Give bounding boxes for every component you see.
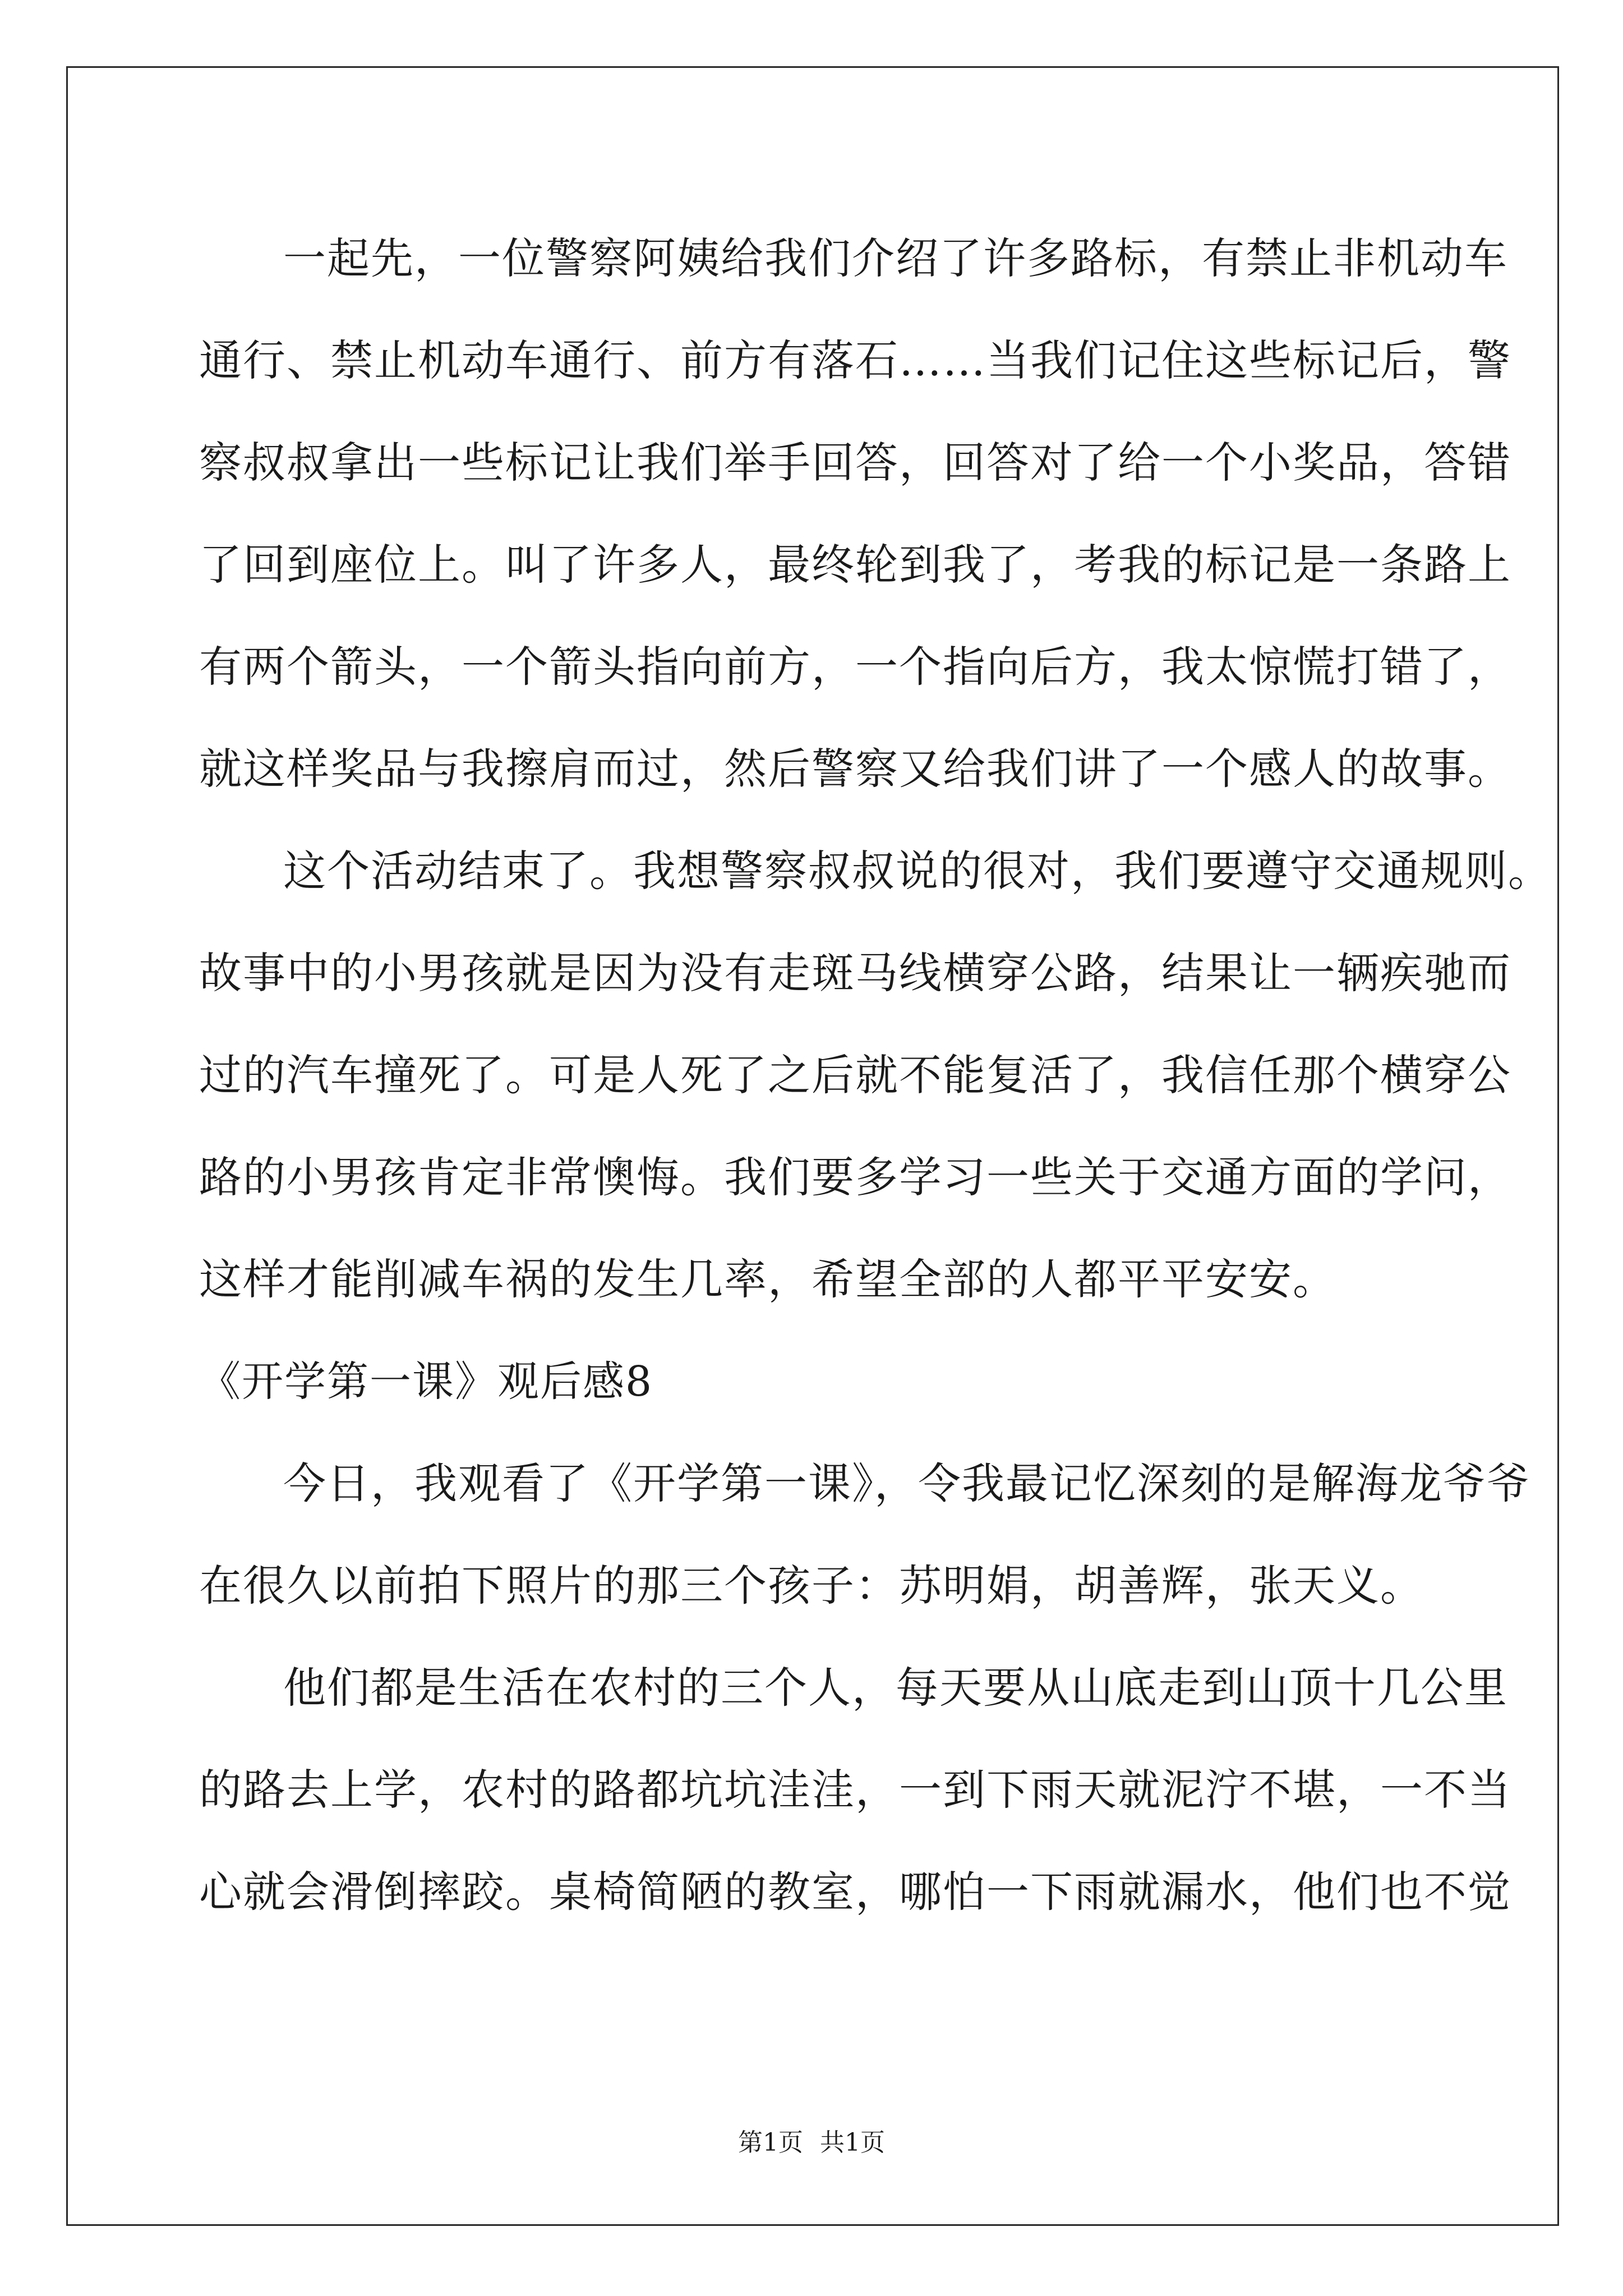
paragraph-line: 了回到座位上。叫了许多人，最终轮到我了，考我的标记是一条路上 <box>199 540 1511 590</box>
paragraph-line: 察叔叔拿出一些标记让我们举手回答，回答对了给一个小奖品，答错 <box>199 438 1511 487</box>
paragraph-line: 心就会滑倒摔跤。桌椅简陋的教室，哪怕一下雨就漏水，他们也不觉 <box>199 1867 1511 1917</box>
paragraph-line: 通行、禁止机动车通行、前方有落石……当我们记住这些标记后，警 <box>199 335 1511 385</box>
page-number: 第1页 <box>738 2128 803 2157</box>
paragraph-line: 的路去上学，农村的路都坑坑洼洼，一到下雨天就泥泞不堪，一不当 <box>199 1765 1511 1815</box>
paragraph-line: 有两个箭头，一个箭头指向前方，一个指向后方，我太惊慌打错了， <box>199 642 1511 692</box>
paragraph-line: 过的汽车撞死了。可是人死了之后就不能复活了，我信任那个横穿公 <box>199 1050 1511 1100</box>
page-footer <box>0 2126 1623 2160</box>
section-heading: 《开学第一课》观后感8 <box>199 1358 653 1406</box>
page-total: 共1页 <box>820 2128 885 2157</box>
paragraph-line: 今日，我观看了《开学第一课》，令我最记忆深刻的是解海龙爷爷 <box>283 1458 1530 1508</box>
document-body <box>199 208 1552 1943</box>
paragraph-line: 一起先，一位警察阿姨给我们介绍了许多路标，有禁止非机动车 <box>283 233 1508 283</box>
paragraph-line: 这个活动结束了。我想警察叔叔说的很对，我们要遵守交通规则。 <box>283 846 1552 896</box>
paragraph-line: 故事中的小男孩就是因为没有走斑马线横穿公路，结果让一辆疾驰而 <box>199 948 1511 998</box>
paragraph-line: 这样才能削减车祸的发生几率，希望全部的人都平平安安。 <box>199 1254 1336 1304</box>
paragraph-line: 就这样奖品与我擦肩而过，然后警察又给我们讲了一个感人的故事。 <box>199 744 1511 794</box>
paragraph-line: 路的小男孩肯定非常懊悔。我们要多学习一些关于交通方面的学问， <box>199 1152 1511 1202</box>
paragraph-line: 在很久以前拍下照片的那三个孩子：苏明娟，胡善辉，张天义。 <box>199 1561 1424 1611</box>
paragraph-line: 他们都是生活在农村的三个人，每天要从山底走到山顶十几公里 <box>283 1663 1508 1713</box>
